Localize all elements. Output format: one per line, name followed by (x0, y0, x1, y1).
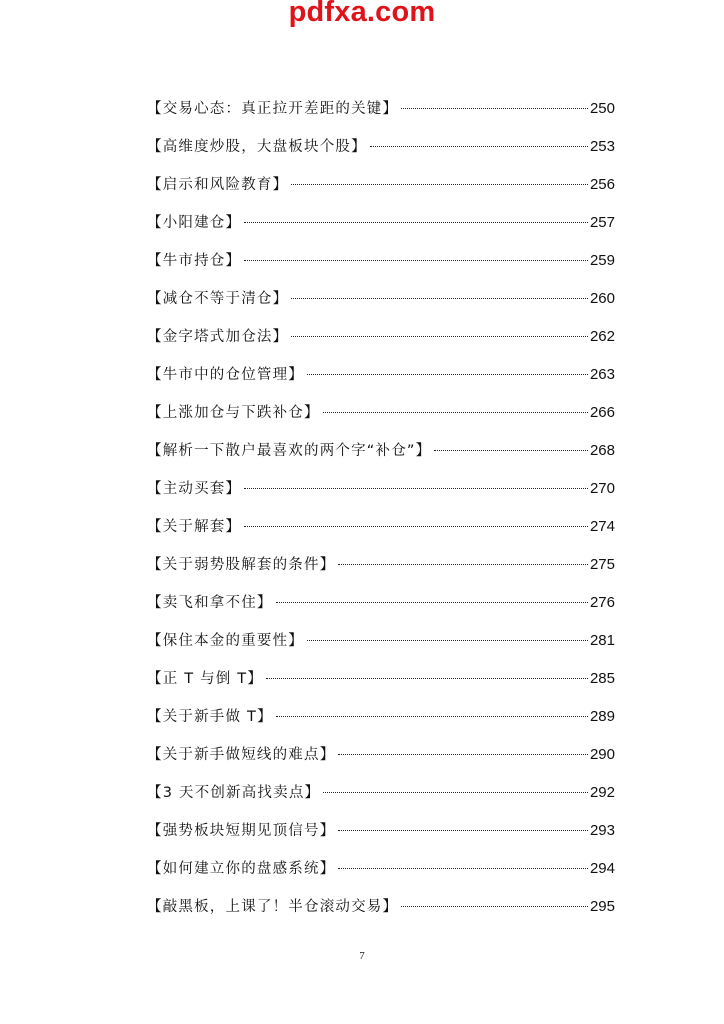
toc-dot-leader (323, 792, 588, 793)
toc-entry[interactable] (147, 780, 615, 818)
toc-entry[interactable] (147, 438, 615, 476)
toc-dot-leader (401, 906, 588, 907)
toc-dot-leader (244, 526, 588, 527)
toc-entry-page: 259 (589, 252, 615, 269)
toc-dot-leader (244, 488, 588, 489)
toc-entry[interactable] (147, 628, 615, 666)
toc-entry[interactable] (147, 286, 615, 324)
toc-entry[interactable] (147, 666, 615, 704)
toc-entry-title: 【正 T 与倒 T】 (147, 671, 264, 687)
toc-entry-page: 270 (589, 480, 615, 497)
toc-entry-title: 【关于解套】 (147, 519, 242, 535)
toc-entry-title: 【主动买套】 (147, 481, 242, 497)
toc-entry-title: 【强势板块短期见顶信号】 (147, 823, 336, 839)
toc-entry-title: 【启示和风险教育】 (147, 177, 289, 193)
toc-entry-page: 275 (589, 556, 615, 573)
toc-entry-title: 【交易心态：真正拉开差距的关键】 (147, 101, 399, 117)
toc-entry-title: 【高维度炒股，大盘板块个股】 (147, 139, 367, 155)
toc-entry-page: 266 (589, 404, 615, 421)
toc-entry-title: 【如何建立你的盘感系统】 (147, 861, 336, 877)
toc-entry[interactable] (147, 248, 615, 286)
toc-entry-page: 289 (589, 708, 615, 725)
toc-dot-leader (266, 678, 588, 679)
toc-entry[interactable] (147, 894, 615, 932)
toc-entry-page: 262 (589, 328, 615, 345)
toc-entry[interactable] (147, 856, 615, 894)
toc-entry-title: 【牛市持仓】 (147, 253, 242, 269)
toc-entry-title: 【解析一下散户最喜欢的两个字“补仓”】 (147, 443, 432, 459)
toc-entry-page: 295 (589, 898, 615, 915)
toc-dot-leader (338, 868, 588, 869)
toc-dot-leader (370, 146, 588, 147)
toc-entry-title: 【关于新手做短线的难点】 (147, 747, 336, 763)
toc-dot-leader (401, 108, 588, 109)
toc-entry-title: 【保住本金的重要性】 (147, 633, 304, 649)
toc-entry-title: 【牛市中的仓位管理】 (147, 367, 304, 383)
toc-entry-page: 256 (589, 176, 615, 193)
toc-entry-page: 250 (589, 100, 615, 117)
toc-entry-page: 285 (589, 670, 615, 687)
toc-dot-leader (291, 298, 588, 299)
toc-dot-leader (276, 716, 588, 717)
toc-entry[interactable] (147, 742, 615, 780)
toc-entry[interactable] (147, 324, 615, 362)
toc-entry-page: 276 (589, 594, 615, 611)
toc-entry-page: 263 (589, 366, 615, 383)
toc-entry-page: 268 (589, 442, 615, 459)
toc-dot-leader (338, 754, 588, 755)
toc-entry[interactable] (147, 362, 615, 400)
toc-dot-leader (434, 450, 588, 451)
toc-dot-leader (307, 374, 588, 375)
toc-dot-leader (307, 640, 588, 641)
toc-entry[interactable] (147, 172, 615, 210)
toc-dot-leader (291, 336, 588, 337)
toc-entry-page: 281 (589, 632, 615, 649)
toc-entry[interactable] (147, 704, 615, 742)
toc-dot-leader (244, 260, 588, 261)
page-number: 7 (359, 950, 365, 962)
toc-entry[interactable] (147, 210, 615, 248)
toc-entry[interactable] (147, 818, 615, 856)
toc-entry-page: 294 (589, 860, 615, 877)
toc-entry-title: 【上涨加仓与下跌补仓】 (147, 405, 320, 421)
toc-entry-title: 【金字塔式加仓法】 (147, 329, 289, 345)
toc-entry-title: 【敲黑板，上课了！半仓滚动交易】 (147, 899, 399, 915)
toc-dot-leader (244, 222, 588, 223)
toc-entry-page: 292 (589, 784, 615, 801)
toc-entry-page: 274 (589, 518, 615, 535)
toc-entry[interactable] (147, 514, 615, 552)
toc-entry-title: 【3 天不创新高找卖点】 (147, 785, 321, 801)
toc-entry-title: 【小阳建仓】 (147, 215, 242, 231)
toc-dot-leader (323, 412, 588, 413)
toc-entry[interactable] (147, 96, 615, 134)
toc-dot-leader (338, 564, 588, 565)
watermark-logo: pdfxa.com (288, 0, 436, 28)
toc-entry-title: 【减仓不等于清仓】 (147, 291, 289, 307)
toc-entry-page: 260 (589, 290, 615, 307)
toc-entry[interactable] (147, 590, 615, 628)
toc-entry-title: 【关于新手做 T】 (147, 709, 273, 725)
toc-entry[interactable] (147, 400, 615, 438)
toc-entry-page: 257 (589, 214, 615, 231)
toc-entry-title: 【关于弱势股解套的条件】 (147, 557, 336, 573)
toc-dot-leader (338, 830, 588, 831)
toc-dot-leader (276, 602, 588, 603)
toc-entry-page: 290 (589, 746, 615, 763)
toc-entry-page: 293 (589, 822, 615, 839)
table-of-contents (147, 96, 615, 932)
toc-entry-page: 253 (589, 138, 615, 155)
toc-entry[interactable] (147, 552, 615, 590)
toc-entry-title: 【卖飞和拿不住】 (147, 595, 273, 611)
toc-entry[interactable] (147, 134, 615, 172)
toc-entry[interactable] (147, 476, 615, 514)
toc-dot-leader (291, 184, 588, 185)
